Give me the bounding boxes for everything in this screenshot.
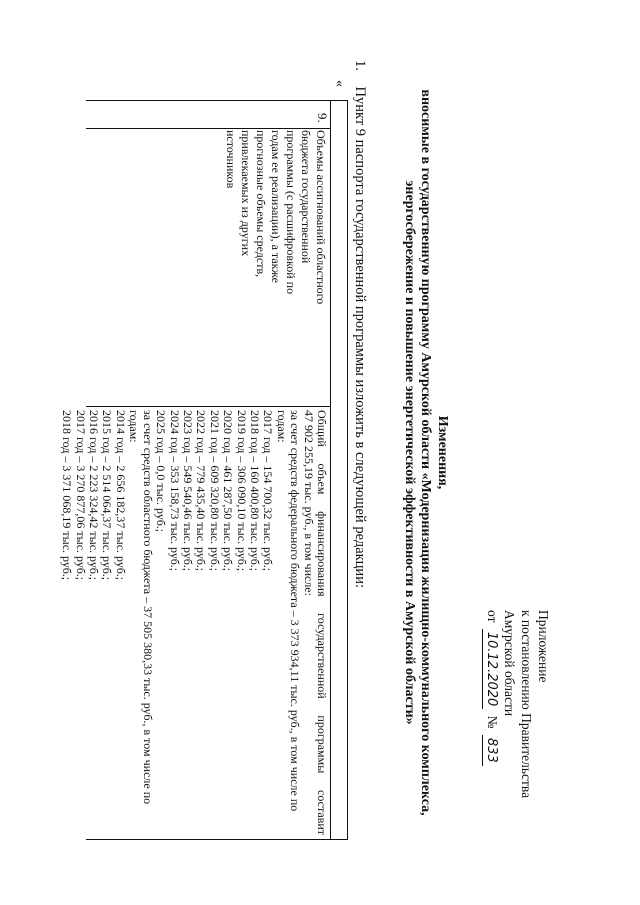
financing-line: годам: <box>127 410 142 443</box>
total-word: объем <box>315 463 329 495</box>
opening-quote: « <box>332 80 347 87</box>
financing-line: 2019 год – 306 090,10 тыс. руб.; <box>234 410 249 572</box>
title-line-2: энергосбережение и повышение энергетической эффективности в Амурской области» <box>402 180 417 725</box>
column-divider-1 <box>86 128 331 129</box>
total-word: государственной <box>315 613 329 699</box>
point-heading <box>351 60 368 588</box>
financing-line: 2024 год – 353 158,73 тыс. руб.; <box>167 410 182 572</box>
appendix-line-2: к постановлению Правительства <box>519 610 534 799</box>
financing-line: за счет средств областного бюджета – 37 505 380,33 тыс. руб., в том числе по <box>140 410 155 805</box>
financing-line: 2017 год – 3 270 877,06 тыс. руб.; <box>73 410 88 581</box>
financing-details <box>60 410 328 835</box>
column-divider-2 <box>86 406 331 407</box>
document-title <box>401 0 451 905</box>
total-word: составит <box>315 790 329 835</box>
row-label: Объемы ассигнований областного бюджета государственной программы (с расшифровкой по годам ее реализации), а также прогнозные объемы средств, привлекаемых из других источников <box>224 130 328 305</box>
total-financing-line <box>315 410 328 835</box>
total-word: финансирования <box>315 511 329 597</box>
financing-line: 2020 год – 461 287,50 тыс. руб.; <box>221 410 236 572</box>
financing-line: 2025 год – 0,0 тыс. руб.; <box>154 410 169 533</box>
point-number: 1. <box>352 60 368 71</box>
appendix-block <box>482 610 552 798</box>
financing-line: 47 902 255,19 тыс. руб., в том числе: <box>301 410 316 596</box>
financing-line: 2018 год – 160 400,80 тыс. руб.; <box>247 410 262 572</box>
financing-line: 2023 год – 549 540,46 тыс. руб.; <box>180 410 195 572</box>
appendix-line-1: Приложение <box>536 610 551 683</box>
financing-line: 2018 год – 3 371 068,19 тыс. руб.; <box>60 410 75 581</box>
appendix-date-row <box>482 610 501 798</box>
row-number: 9. <box>315 113 330 123</box>
financing-line: 2016 год – 2 223 324,42 тыс. руб.; <box>87 410 102 581</box>
table-top-empty-row <box>330 100 348 840</box>
financing-line: годам: <box>274 410 289 443</box>
financing-line: 2015 год – 2 514 064,37 тыс. руб.; <box>100 410 115 581</box>
total-word: Общий <box>315 410 329 447</box>
title-line-1: вносимые в государственную программу Амурской области «Модернизация жилищно-коммунального комплекса, <box>418 89 434 816</box>
financing-line: 2021 год – 609 320,80 тыс. руб.; <box>207 410 222 572</box>
point-text: Пункт 9 паспорта государственной программы изложить в следующей редакции: <box>352 86 368 588</box>
number-prefix: № <box>485 715 500 729</box>
financing-line: 2022 год – 779 435,40 тыс. руб.; <box>194 410 209 572</box>
appendix-line-3: Амурской области <box>502 610 517 717</box>
handwritten-number: 833 <box>482 735 500 766</box>
total-word: программы <box>315 715 329 774</box>
financing-line: 2014 год – 2 656 182,37 тыс. руб.; <box>113 410 128 581</box>
handwritten-date: 10.12.2020 <box>482 629 500 709</box>
financing-line: 2017 год – 154 700,32 тыс. руб.; <box>261 410 276 572</box>
title-heading: Изменения, <box>435 415 450 490</box>
date-prefix: от <box>485 610 500 623</box>
financing-line: за счет средств федерального бюджета – 3 373 934,11 тыс. руб., в том числе по <box>288 410 303 812</box>
